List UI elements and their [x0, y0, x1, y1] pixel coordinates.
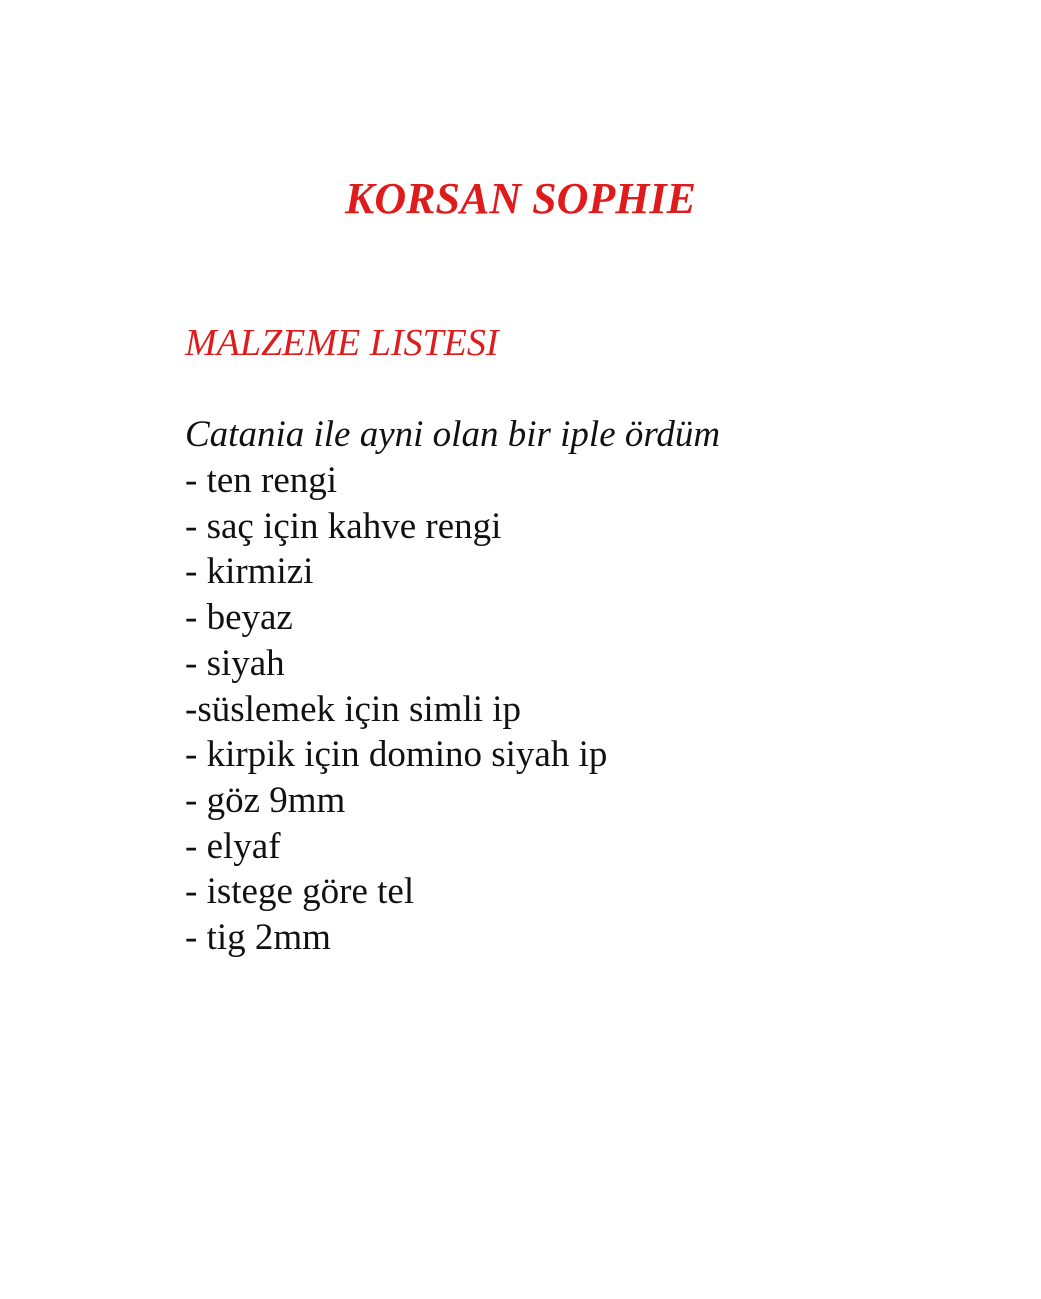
list-item: - kirmizi [185, 551, 314, 593]
intro-text: Catania ile ayni olan bir iple ördüm [185, 414, 721, 455]
list-item: - göz 9mm [185, 779, 346, 821]
list-item: - istege göre tel [185, 871, 415, 913]
materials-list [185, 458, 607, 961]
list-item: - kirpik için domino siyah ip [185, 734, 608, 776]
list-item: - elyaf [185, 825, 281, 867]
list-item: - tig 2mm [185, 917, 331, 959]
list-item: -süslemek için simli ip [185, 688, 522, 730]
section-heading: MALZEME LISTESI [185, 322, 499, 364]
list-item: - siyah [185, 642, 285, 684]
list-item: - ten rengi [185, 460, 338, 501]
list-item: - saç için kahve rengi [185, 505, 502, 547]
list-item: - beyaz [185, 597, 293, 639]
document-title: KORSAN SOPHIE [345, 174, 696, 223]
